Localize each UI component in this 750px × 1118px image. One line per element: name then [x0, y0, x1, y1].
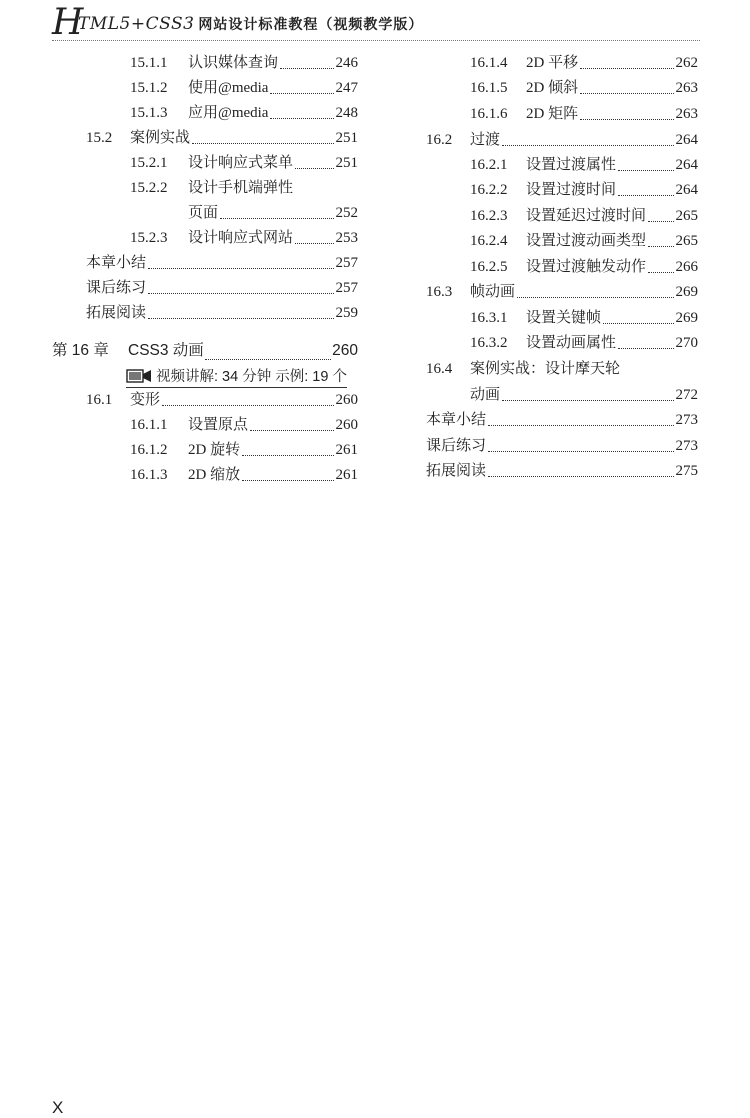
chapter-label: 第 16 章	[52, 342, 109, 359]
entry-title: 设置过渡动画类型	[526, 233, 647, 249]
entry-title: 设置原点	[188, 417, 249, 433]
entry-number: 16.1.4	[470, 55, 508, 71]
toc-entry[interactable]	[470, 205, 698, 227]
toc-entry[interactable]	[426, 435, 698, 457]
leader-dots	[250, 430, 333, 431]
toc-entry[interactable]	[130, 152, 358, 174]
chapter-title: CSS3 动画	[128, 342, 204, 359]
toc-entry[interactable]	[470, 77, 698, 99]
leader-dots	[220, 218, 333, 219]
running-header	[52, 2, 700, 43]
leader-dots	[488, 476, 673, 477]
entry-page: 251	[335, 130, 358, 146]
toc-entry-continued[interactable]	[470, 384, 698, 406]
entry-page: 260	[335, 392, 358, 408]
entry-number: 16.2	[426, 132, 453, 148]
entry-page: 269	[675, 310, 698, 326]
entry-title: 过渡	[470, 132, 501, 148]
entry-title: 使用@media	[188, 80, 269, 96]
toc-entry[interactable]	[130, 464, 358, 486]
entry-title: 设计手机端弹性	[188, 180, 294, 196]
leader-dots	[270, 118, 333, 119]
entry-number: 15.1.2	[130, 80, 168, 96]
leader-dots	[242, 480, 333, 481]
entry-page: 261	[335, 442, 358, 458]
entry-title: 设计响应式网站	[188, 230, 294, 246]
entry-title: 帧动画	[470, 284, 516, 300]
leader-dots	[618, 348, 673, 349]
entry-title: 2D 旋转	[188, 442, 241, 458]
toc-entry[interactable]	[130, 177, 358, 199]
entry-page: 248	[335, 105, 358, 121]
toc-entry-continued[interactable]	[188, 202, 358, 224]
header-title	[78, 14, 423, 34]
leader-dots	[517, 297, 673, 298]
entry-number: 16.2.5	[470, 259, 508, 275]
entry-number: 16.2.3	[470, 208, 508, 224]
leader-dots	[580, 119, 673, 120]
leader-dots	[648, 221, 673, 222]
toc-entry[interactable]	[470, 230, 698, 252]
entry-title: 案例实战	[130, 130, 191, 146]
leader-dots	[488, 451, 673, 452]
video-info	[126, 365, 347, 388]
leader-dots	[162, 405, 333, 406]
video-camera-icon	[126, 368, 152, 384]
chapter-16-entry[interactable]	[52, 340, 358, 362]
toc-entry[interactable]	[470, 307, 698, 329]
entry-title: 本章小结	[426, 412, 487, 428]
toc-entry[interactable]	[86, 277, 358, 299]
entry-page: 246	[335, 55, 358, 71]
entry-page: 265	[675, 208, 698, 224]
entry-page: 261	[335, 467, 358, 483]
entry-page: 272	[675, 387, 698, 403]
leader-dots	[242, 455, 333, 456]
entry-title: 认识媒体查询	[188, 55, 279, 71]
entry-page: 263	[675, 106, 698, 122]
toc-entry[interactable]	[130, 102, 358, 124]
entry-title: 设置动画属性	[526, 335, 617, 351]
toc-entry[interactable]	[426, 358, 698, 380]
entry-number: 16.3.2	[470, 335, 508, 351]
entry-title: 本章小结	[86, 255, 147, 271]
entry-number: 16.1.2	[130, 442, 168, 458]
entry-number: 15.2.3	[130, 230, 168, 246]
video-info-text: 视频讲解: 34 分钟 示例: 19 个	[156, 369, 347, 385]
entry-number: 15.1.3	[130, 105, 168, 121]
header-title-latin: TML5+CSS3	[78, 14, 195, 34]
entry-title: 设置过渡属性	[526, 157, 617, 173]
entry-number: 16.3	[426, 284, 453, 300]
entry-page: 273	[675, 412, 698, 428]
chapter-page: 260	[332, 342, 358, 359]
entry-number: 16.2.1	[470, 157, 508, 173]
entry-title: 页面	[188, 205, 219, 221]
entry-page: 263	[675, 80, 698, 96]
header-title-zh: 网站设计标准教程（视频教学版）	[198, 17, 424, 33]
entry-page: 264	[675, 157, 698, 173]
entry-page: 266	[675, 259, 698, 275]
leader-dots	[148, 293, 333, 294]
entry-page: 265	[675, 233, 698, 249]
toc-entry[interactable]	[470, 103, 698, 125]
entry-title: 变形	[130, 392, 161, 408]
entry-page: 269	[675, 284, 698, 300]
entry-number: 15.2.2	[130, 180, 168, 196]
entry-title: 2D 倾斜	[526, 80, 579, 96]
entry-title: 设置过渡时间	[526, 182, 617, 198]
entry-number: 16.1.1	[130, 417, 168, 433]
entry-page: 257	[335, 255, 358, 271]
entry-title: 课后练习	[426, 438, 487, 454]
leader-dots	[603, 323, 673, 324]
entry-page: 270	[675, 335, 698, 351]
toc-entry[interactable]	[470, 154, 698, 176]
entry-page: 253	[335, 230, 358, 246]
entry-number: 16.2.4	[470, 233, 508, 249]
toc-entry[interactable]	[426, 129, 698, 151]
toc-entry[interactable]	[130, 414, 358, 436]
leader-dots	[280, 68, 333, 69]
toc-entry[interactable]	[130, 227, 358, 249]
header-initial: H	[52, 2, 84, 43]
leader-dots	[148, 268, 333, 269]
entry-number: 16.1.6	[470, 106, 508, 122]
entry-page: 257	[335, 280, 358, 296]
leader-dots	[618, 170, 673, 171]
entry-number: 16.3.1	[470, 310, 508, 326]
entry-number: 16.1.3	[130, 467, 168, 483]
toc-entry[interactable]	[86, 127, 358, 149]
entry-page: 273	[675, 438, 698, 454]
toc-entry[interactable]	[470, 332, 698, 354]
entry-title: 设置延迟过渡时间	[526, 208, 647, 224]
toc-entry[interactable]	[470, 179, 698, 201]
leader-dots	[580, 93, 673, 94]
entry-page: 259	[335, 305, 358, 321]
entry-number: 15.2	[86, 130, 113, 146]
entry-page: 262	[675, 55, 698, 71]
toc-entry[interactable]	[426, 281, 698, 303]
entry-page: 264	[675, 182, 698, 198]
entry-number: 15.1.1	[130, 55, 168, 71]
toc-entry[interactable]	[86, 252, 358, 274]
entry-title: 设置过渡触发动作	[526, 259, 647, 275]
entry-title: 2D 平移	[526, 55, 579, 71]
leader-dots	[648, 246, 673, 247]
leader-dots	[295, 168, 333, 169]
entry-title: 设计响应式菜单	[188, 155, 294, 171]
leader-dots	[488, 425, 673, 426]
entry-number: 16.1.5	[470, 80, 508, 96]
entry-title: 案例实战：设计摩天轮	[470, 361, 621, 377]
leader-dots	[148, 318, 333, 319]
leader-dots	[648, 272, 673, 273]
toc-entry[interactable]	[426, 460, 698, 482]
entry-number: 16.4	[426, 361, 453, 377]
toc-entry[interactable]	[470, 256, 698, 278]
entry-title: 2D 矩阵	[526, 106, 579, 122]
entry-page: 251	[335, 155, 358, 171]
entry-title: 应用@media	[188, 105, 269, 121]
leader-dots	[295, 243, 333, 244]
entry-title: 拓展阅读	[426, 463, 487, 479]
leader-dots	[205, 359, 331, 360]
entry-page: 252	[335, 205, 358, 221]
leader-dots	[580, 68, 673, 69]
entry-page: 260	[335, 417, 358, 433]
entry-number: 15.2.1	[130, 155, 168, 171]
entry-title: 2D 缩放	[188, 467, 241, 483]
entry-page: 275	[675, 463, 698, 479]
entry-title: 课后练习	[86, 280, 147, 296]
toc-entry[interactable]	[426, 409, 698, 431]
page-marker: X	[52, 1098, 64, 1117]
leader-dots	[618, 195, 673, 196]
toc-entry[interactable]	[130, 52, 358, 74]
entry-title: 动画	[470, 387, 501, 403]
leader-dots	[192, 143, 333, 144]
toc-entry[interactable]	[86, 302, 358, 324]
toc-entry[interactable]	[130, 77, 358, 99]
toc-entry[interactable]	[86, 389, 358, 411]
entry-title: 拓展阅读	[86, 305, 147, 321]
toc-entry[interactable]	[130, 439, 358, 461]
entry-page: 247	[335, 80, 358, 96]
toc-entry[interactable]	[470, 52, 698, 74]
leader-dots	[270, 93, 333, 94]
entry-title: 设置关键帧	[526, 310, 602, 326]
entry-page: 264	[675, 132, 698, 148]
leader-dots	[502, 145, 673, 146]
entry-number: 16.1	[86, 392, 113, 408]
leader-dots	[502, 400, 673, 401]
entry-number: 16.2.2	[470, 182, 508, 198]
